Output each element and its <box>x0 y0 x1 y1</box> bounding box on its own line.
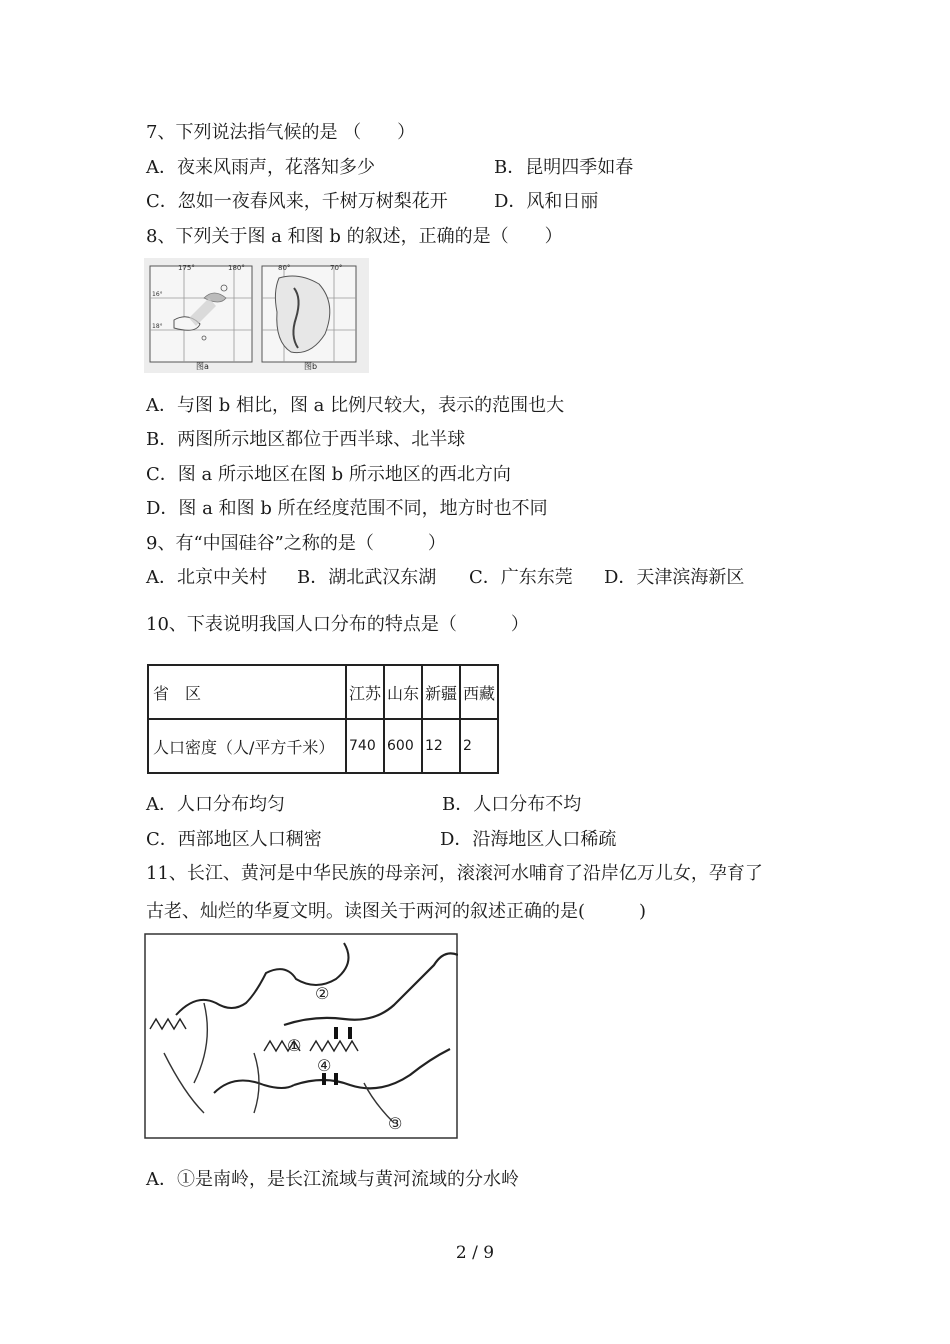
q7-stem: 7、下列说法指气候的是 （ ） <box>146 122 416 143</box>
table-row <box>148 719 498 773</box>
q8-figure-maps <box>144 258 369 373</box>
q11-stem-line1: 11、长江、黄河是中华民族的母亲河，滚滚河水哺育了沿岸亿万儿女，孕育了 <box>146 863 763 884</box>
table-cell-xizang: 西藏 <box>460 665 498 719</box>
q11-figure-rivers-map <box>144 933 458 1139</box>
q8-option-d: D．图 a 和图 b 所在经度范围不同，地方时也不同 <box>146 498 548 519</box>
q9-option-c: C．广东东莞 <box>469 567 573 588</box>
q11-stem-line2: 古老、灿烂的华夏文明。读图关于两河的叙述正确的是( ) <box>146 901 647 922</box>
q10-option-b: B．人口分布不均 <box>442 794 582 815</box>
rivers-map-svg <box>144 933 458 1139</box>
q10-option-c: C．西部地区人口稠密 <box>146 829 322 850</box>
map-b-tick-70: 70° <box>330 264 343 272</box>
map-label-3: ③ <box>388 1114 403 1133</box>
table-cell-xizang-value: 2 <box>460 719 498 773</box>
map-label-4: ④ <box>317 1056 332 1075</box>
q7-option-c: C．忽如一夜春风来，千树万树梨花开 <box>146 191 448 212</box>
q8-option-a: A．与图 b 相比，图 a 比例尺较大，表示的范围也大 <box>146 395 565 416</box>
table-cell-xinjiang-value: 12 <box>422 719 460 773</box>
q11-option-a: A．①是南岭，是长江流域与黄河流域的分水岭 <box>146 1169 519 1190</box>
population-density-table <box>147 664 499 774</box>
q8-option-b: B．两图所示地区都位于西半球、北半球 <box>146 429 466 450</box>
table-cell-xinjiang: 新疆 <box>422 665 460 719</box>
map-a-lat-16: 16° <box>152 291 163 298</box>
q9-stem: 9、有“中国硅谷”之称的是（ ） <box>146 533 446 554</box>
map-a-label: 图a <box>196 362 209 371</box>
q8-stem: 8、下列关于图 a 和图 b 的叙述，正确的是（ ） <box>146 226 563 247</box>
q7-option-a: A．夜来风雨声，花落知多少 <box>146 157 375 178</box>
map-label-1: ① <box>287 1036 302 1055</box>
q9-option-d: D．天津滨海新区 <box>604 567 745 588</box>
table-row <box>148 665 498 719</box>
table-cell-density-header: 人口密度（人/平方千米） <box>148 719 346 773</box>
page-number: 2 / 9 <box>455 1243 495 1263</box>
map-label-2: ② <box>315 984 330 1003</box>
map-b-label: 图b <box>304 362 318 371</box>
table-cell-jiangsu-value: 740 <box>346 719 384 773</box>
table-cell-province-header: 省 区 <box>148 665 346 719</box>
q10-option-d: D．沿海地区人口稀疏 <box>440 829 617 850</box>
q8-maps-svg <box>144 258 369 373</box>
q8-option-c: C．图 a 所示地区在图 b 所示地区的西北方向 <box>146 464 511 485</box>
map-b-tick-80: 80° <box>278 264 291 272</box>
table-cell-shandong: 山东 <box>384 665 422 719</box>
table-cell-jiangsu: 江苏 <box>346 665 384 719</box>
map-a-lat-18: 18° <box>152 323 163 330</box>
table-cell-shandong-value: 600 <box>384 719 422 773</box>
q9-option-a: A．北京中关村 <box>146 567 267 588</box>
q10-stem: 10、下表说明我国人口分布的特点是（ ） <box>146 614 529 635</box>
q7-option-d: D．风和日丽 <box>494 191 599 212</box>
q7-option-b: B．昆明四季如春 <box>494 157 634 178</box>
q9-option-b: B．湖北武汉东湖 <box>297 567 437 588</box>
map-a-tick-180: 180° <box>228 264 245 272</box>
q10-option-a: A．人口分布均匀 <box>146 794 285 815</box>
map-a-tick-175: 175° <box>178 264 195 272</box>
